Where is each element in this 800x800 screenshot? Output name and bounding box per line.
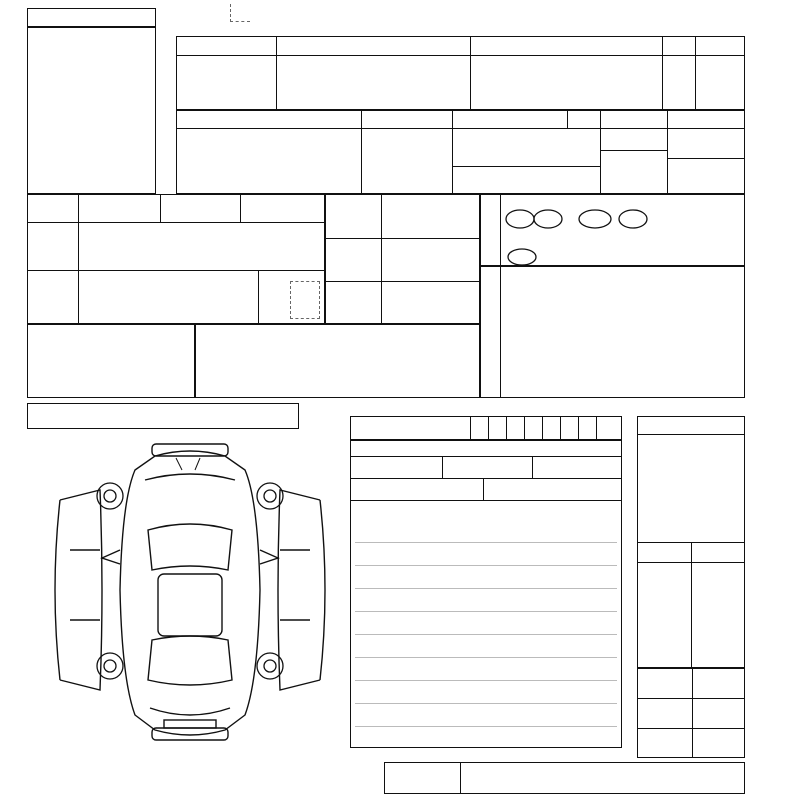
sales-point-block <box>480 266 745 398</box>
lot-number-box <box>27 8 156 194</box>
history-block <box>27 194 325 324</box>
vehicle-row-1 <box>176 36 745 110</box>
repair-block <box>27 324 195 398</box>
chassis-box <box>384 762 745 794</box>
specs-block <box>325 194 480 324</box>
car-damage-diagram <box>40 440 350 750</box>
vehicle-row-2 <box>176 110 745 194</box>
recycle-block <box>27 403 299 429</box>
notes-block <box>195 324 480 398</box>
items-block <box>637 668 745 758</box>
meter-row <box>350 416 622 440</box>
equipment-circles <box>500 205 680 270</box>
